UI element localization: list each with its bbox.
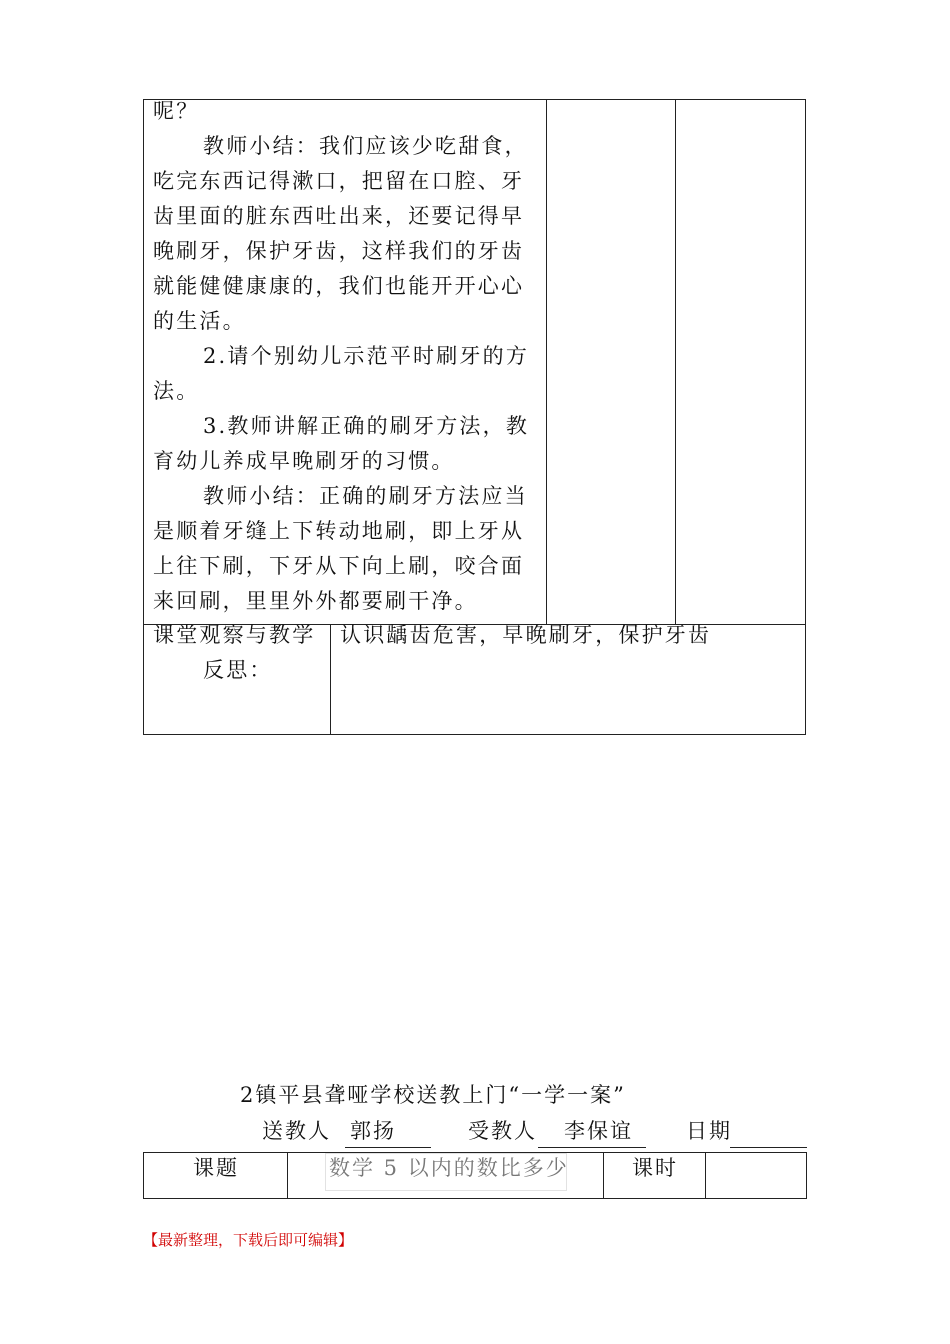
plan-table-div-1 — [287, 1152, 288, 1199]
period-label: 课时 — [632, 1156, 678, 1180]
text-line: 是顺着牙缝上下转动地刷，即上牙从 — [153, 519, 525, 543]
table-border-top — [143, 99, 806, 100]
table-border-right — [805, 99, 806, 735]
reflection-label-2: 反思： — [203, 658, 273, 682]
reflection-label: 课堂观察与教学 — [153, 623, 316, 647]
text-line: 的生活。 — [153, 309, 246, 333]
topic-value: 数学 5 以内的数比多少 — [329, 1156, 569, 1180]
text-line: 呢？ — [153, 99, 200, 123]
table-col-divider-1 — [546, 99, 547, 624]
sender-underline — [345, 1147, 431, 1148]
text-line: 教师小结：正确的刷牙方法应当 — [203, 484, 528, 508]
reflection-col-divider — [330, 624, 331, 735]
text-line: 齿里面的脏东西吐出来，还要记得早 — [153, 204, 525, 228]
text-line: 育幼儿养成早晚刷牙的习惯。 — [153, 449, 455, 473]
receiver-underline — [538, 1147, 646, 1148]
text-line: 2.请个别幼儿示范平时刷牙的方 — [203, 344, 530, 368]
date-underline — [730, 1147, 807, 1148]
text-line: 就能健健康康的，我们也能开开心心 — [153, 274, 525, 298]
plan-table-left — [143, 1152, 144, 1199]
sender-label: 送教人 — [262, 1119, 331, 1143]
reflection-content: 认识龋齿危害，早晚刷牙，保护牙齿 — [340, 623, 712, 647]
download-note: 【最新整理，下载后即可编辑】 — [143, 1231, 354, 1249]
date-label: 日期 — [686, 1119, 732, 1143]
text-line: 上往下刷，下牙从下向上刷，咬合面 — [153, 554, 525, 578]
text-line: 3.教师讲解正确的刷牙方法，教 — [203, 414, 530, 438]
plan-table-right — [806, 1152, 807, 1199]
receiver-label: 受教人 — [468, 1119, 537, 1143]
text-line: 晚刷牙，保护牙齿，这样我们的牙齿 — [153, 239, 525, 263]
text-line: 来回刷，里里外外都要刷干净。 — [153, 589, 478, 613]
plan-title: 2镇平县聋哑学校送教上门“一学一案” — [240, 1083, 626, 1107]
table-col-divider-2 — [675, 99, 676, 624]
text-line: 教师小结：我们应该少吃甜食， — [203, 134, 528, 158]
text-line: 法。 — [153, 379, 200, 403]
plan-table-div-3 — [705, 1152, 706, 1199]
sender-name: 郭扬 — [350, 1119, 396, 1143]
text-line: 吃完东西记得漱口，把留在口腔、牙 — [153, 169, 525, 193]
receiver-name: 李保谊 — [564, 1119, 633, 1143]
table-border-left — [143, 99, 144, 735]
topic-label: 课题 — [193, 1156, 239, 1180]
plan-table-div-2 — [603, 1152, 604, 1199]
table-border-bottom — [143, 734, 806, 735]
plan-table-bottom — [143, 1198, 807, 1199]
